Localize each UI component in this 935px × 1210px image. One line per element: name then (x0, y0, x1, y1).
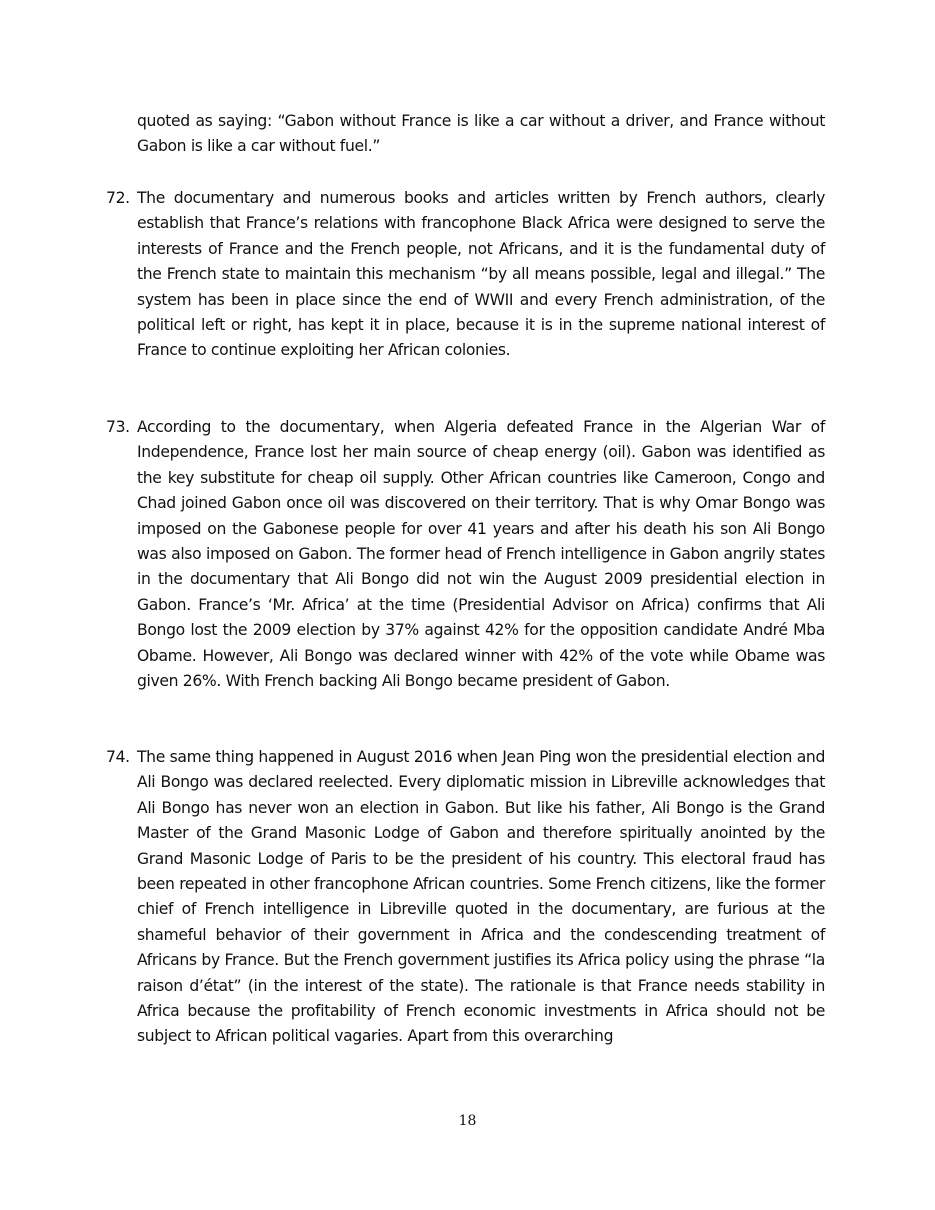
continuation-paragraph: quoted as saying: “Gabon without France is like a car without a driver, and France without Gabon is like a car without fuel.” (137, 112, 825, 156)
paragraph-text: The documentary and numerous books and articles written by French authors, clearly establish that France’s relations with francophone Black Africa were designed to serve the interests of France and the French people, not Africans, and it is the fundamental duty of the French state to maintain this mechanism “by all means possible, legal and illegal.” The system has been in place since the end of WWII and every French administration, of the political left or right, has kept it in place, because it is in the supreme national interest of France to continue exploiting her African colonies. (137, 189, 825, 360)
numbered-paragraph-73 (106, 415, 825, 694)
paragraph-number: 74. (106, 748, 130, 766)
numbered-paragraph-72 (106, 186, 825, 364)
page-number: 18 (458, 1113, 477, 1129)
paragraph-number: 72. (106, 189, 130, 207)
paragraph-number: 73. (106, 418, 130, 436)
numbered-paragraph-74 (106, 745, 825, 1050)
paragraph-text: According to the documentary, when Algeria defeated France in the Algerian War of Independence, France lost her main source of cheap energy (oil). Gabon was identified as the key substitute for cheap oil supply. Other African countries like Cameroon, Congo and Chad joined Gabon once oil was discovered on their territory. That is why Omar Bongo was imposed on the Gabonese people for over 41 years and after his death his son Ali Bongo was also imposed on Gabon. The former head of French intelligence in Gabon angrily states in the documentary that Ali Bongo did not win the August 2009 presidential election in Gabon. France’s ‘Mr. Africa’ at the time (Presidential Advisor on Africa) confirms that Ali Bongo lost the 2009 election by 37% against 42% for the opposition candidate André Mba Obame. However, Ali Bongo was declared winner with 42% of the vote while Obame was given 26%. With French backing Ali Bongo became president of Gabon. (137, 418, 825, 691)
paragraph-text: The same thing happened in August 2016 when Jean Ping won the presidential election and Ali Bongo was declared reelected. Every diplomatic mission in Libreville acknowledges that Ali Bongo has never won an election in Gabon. But like his father, Ali Bongo is the Grand Master of the Grand Masonic Lodge of Gabon and therefore spiritually anointed by the Grand Masonic Lodge of Paris to be the president of his country. This electoral fraud has been repeated in other francophone African countries. Some French citizens, like the former chief of French intelligence in Libreville quoted in the documentary, are furious at the shameful behavior of their government in Africa and the condescending treatment of Africans by France. But the French government justifies its Africa policy using the phrase “la raison d’état” (in the interest of the state). The rationale is that France needs stability in Africa because the profitability of French economic investments in Africa should not be subject to African political vagaries. Apart from this overarching (137, 748, 825, 1046)
